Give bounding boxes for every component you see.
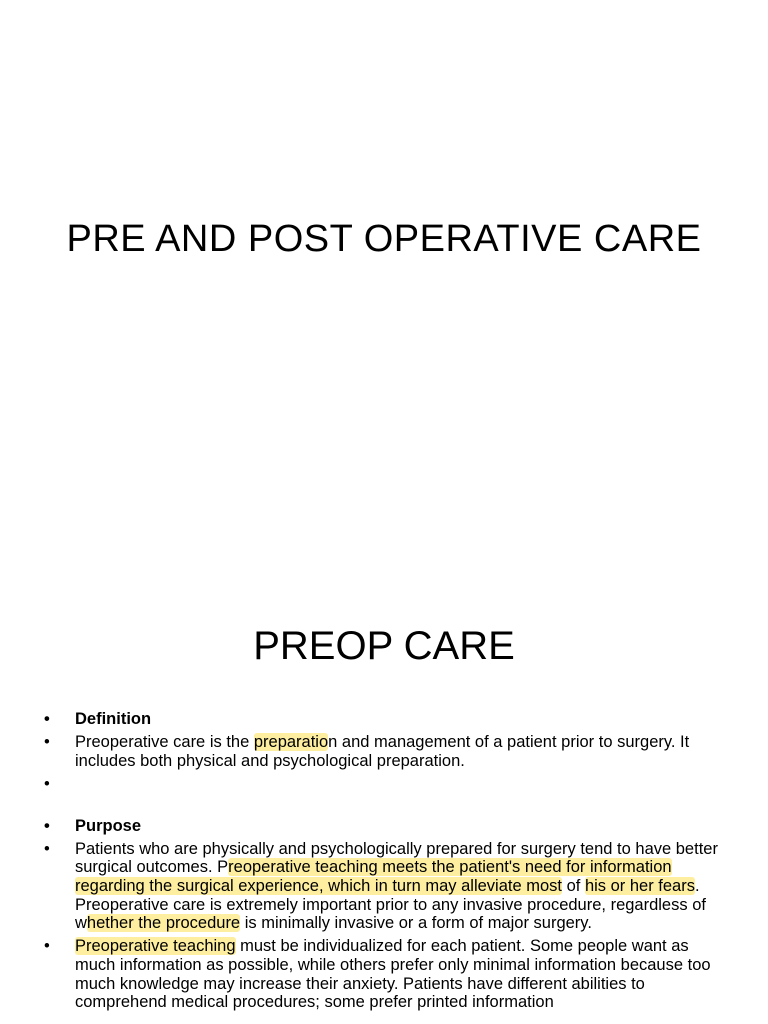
bullet-definition-text (44, 733, 728, 770)
highlighted-text: Preoperative teaching (75, 937, 236, 956)
highlighted-text: his or her fears (584, 876, 695, 895)
slide-title: PREOP CARE (253, 624, 515, 668)
purpose-text-part: is minimally invasive or a form of major surgery. (240, 914, 592, 933)
bullet-definition-heading (44, 710, 728, 729)
bullet-purpose-text (44, 840, 728, 933)
highlighted-text: preparatio (253, 733, 329, 752)
definition-text-part: Preoperative care is the (75, 733, 254, 752)
purpose-text-part: Patients who are physically and psychologically prepared for surgery tend to have better surgical outcomes. P (75, 839, 718, 877)
bullet-dot: • (44, 816, 50, 835)
purpose-text-part: . Preoperative care is extremely important prior to any invasive procedure, regardless of w (75, 876, 706, 933)
highlighted-text: reoperative teaching meets the patient's need for information regarding the surgical experience, which in turn may alleviate most (75, 858, 672, 895)
purpose-text-part: of (562, 876, 585, 895)
bullet-empty (44, 775, 728, 794)
purpose-heading: Purpose (75, 816, 142, 835)
bullet-dot: • (44, 774, 50, 793)
bullet-list (44, 710, 728, 1016)
preop-care-slide (0, 576, 768, 1024)
bullet-purpose-heading (44, 817, 728, 836)
bullet-teaching-text (44, 937, 728, 1011)
bullet-dot: • (44, 937, 50, 956)
bullet-dot: • (44, 733, 50, 752)
bullet-dot: • (44, 710, 50, 728)
definition-text-part: n and management of a patient prior to surgery. It includes both physical and psychological preparation. (75, 733, 690, 770)
definition-heading: Definition (75, 710, 152, 728)
bullet-dot: • (44, 839, 50, 858)
teaching-text-part: must be individualized for each patient. Some people want as much information as possible, while others prefer only minimal information because too much knowledge may increase their anxiety. Patients have different abilities to comprehend medical procedures; some prefer printed information (75, 937, 711, 1012)
highlighted-text: hether the procedure (86, 914, 241, 933)
presentation-title: PRE AND POST OPERATIVE CARE (66, 218, 702, 260)
